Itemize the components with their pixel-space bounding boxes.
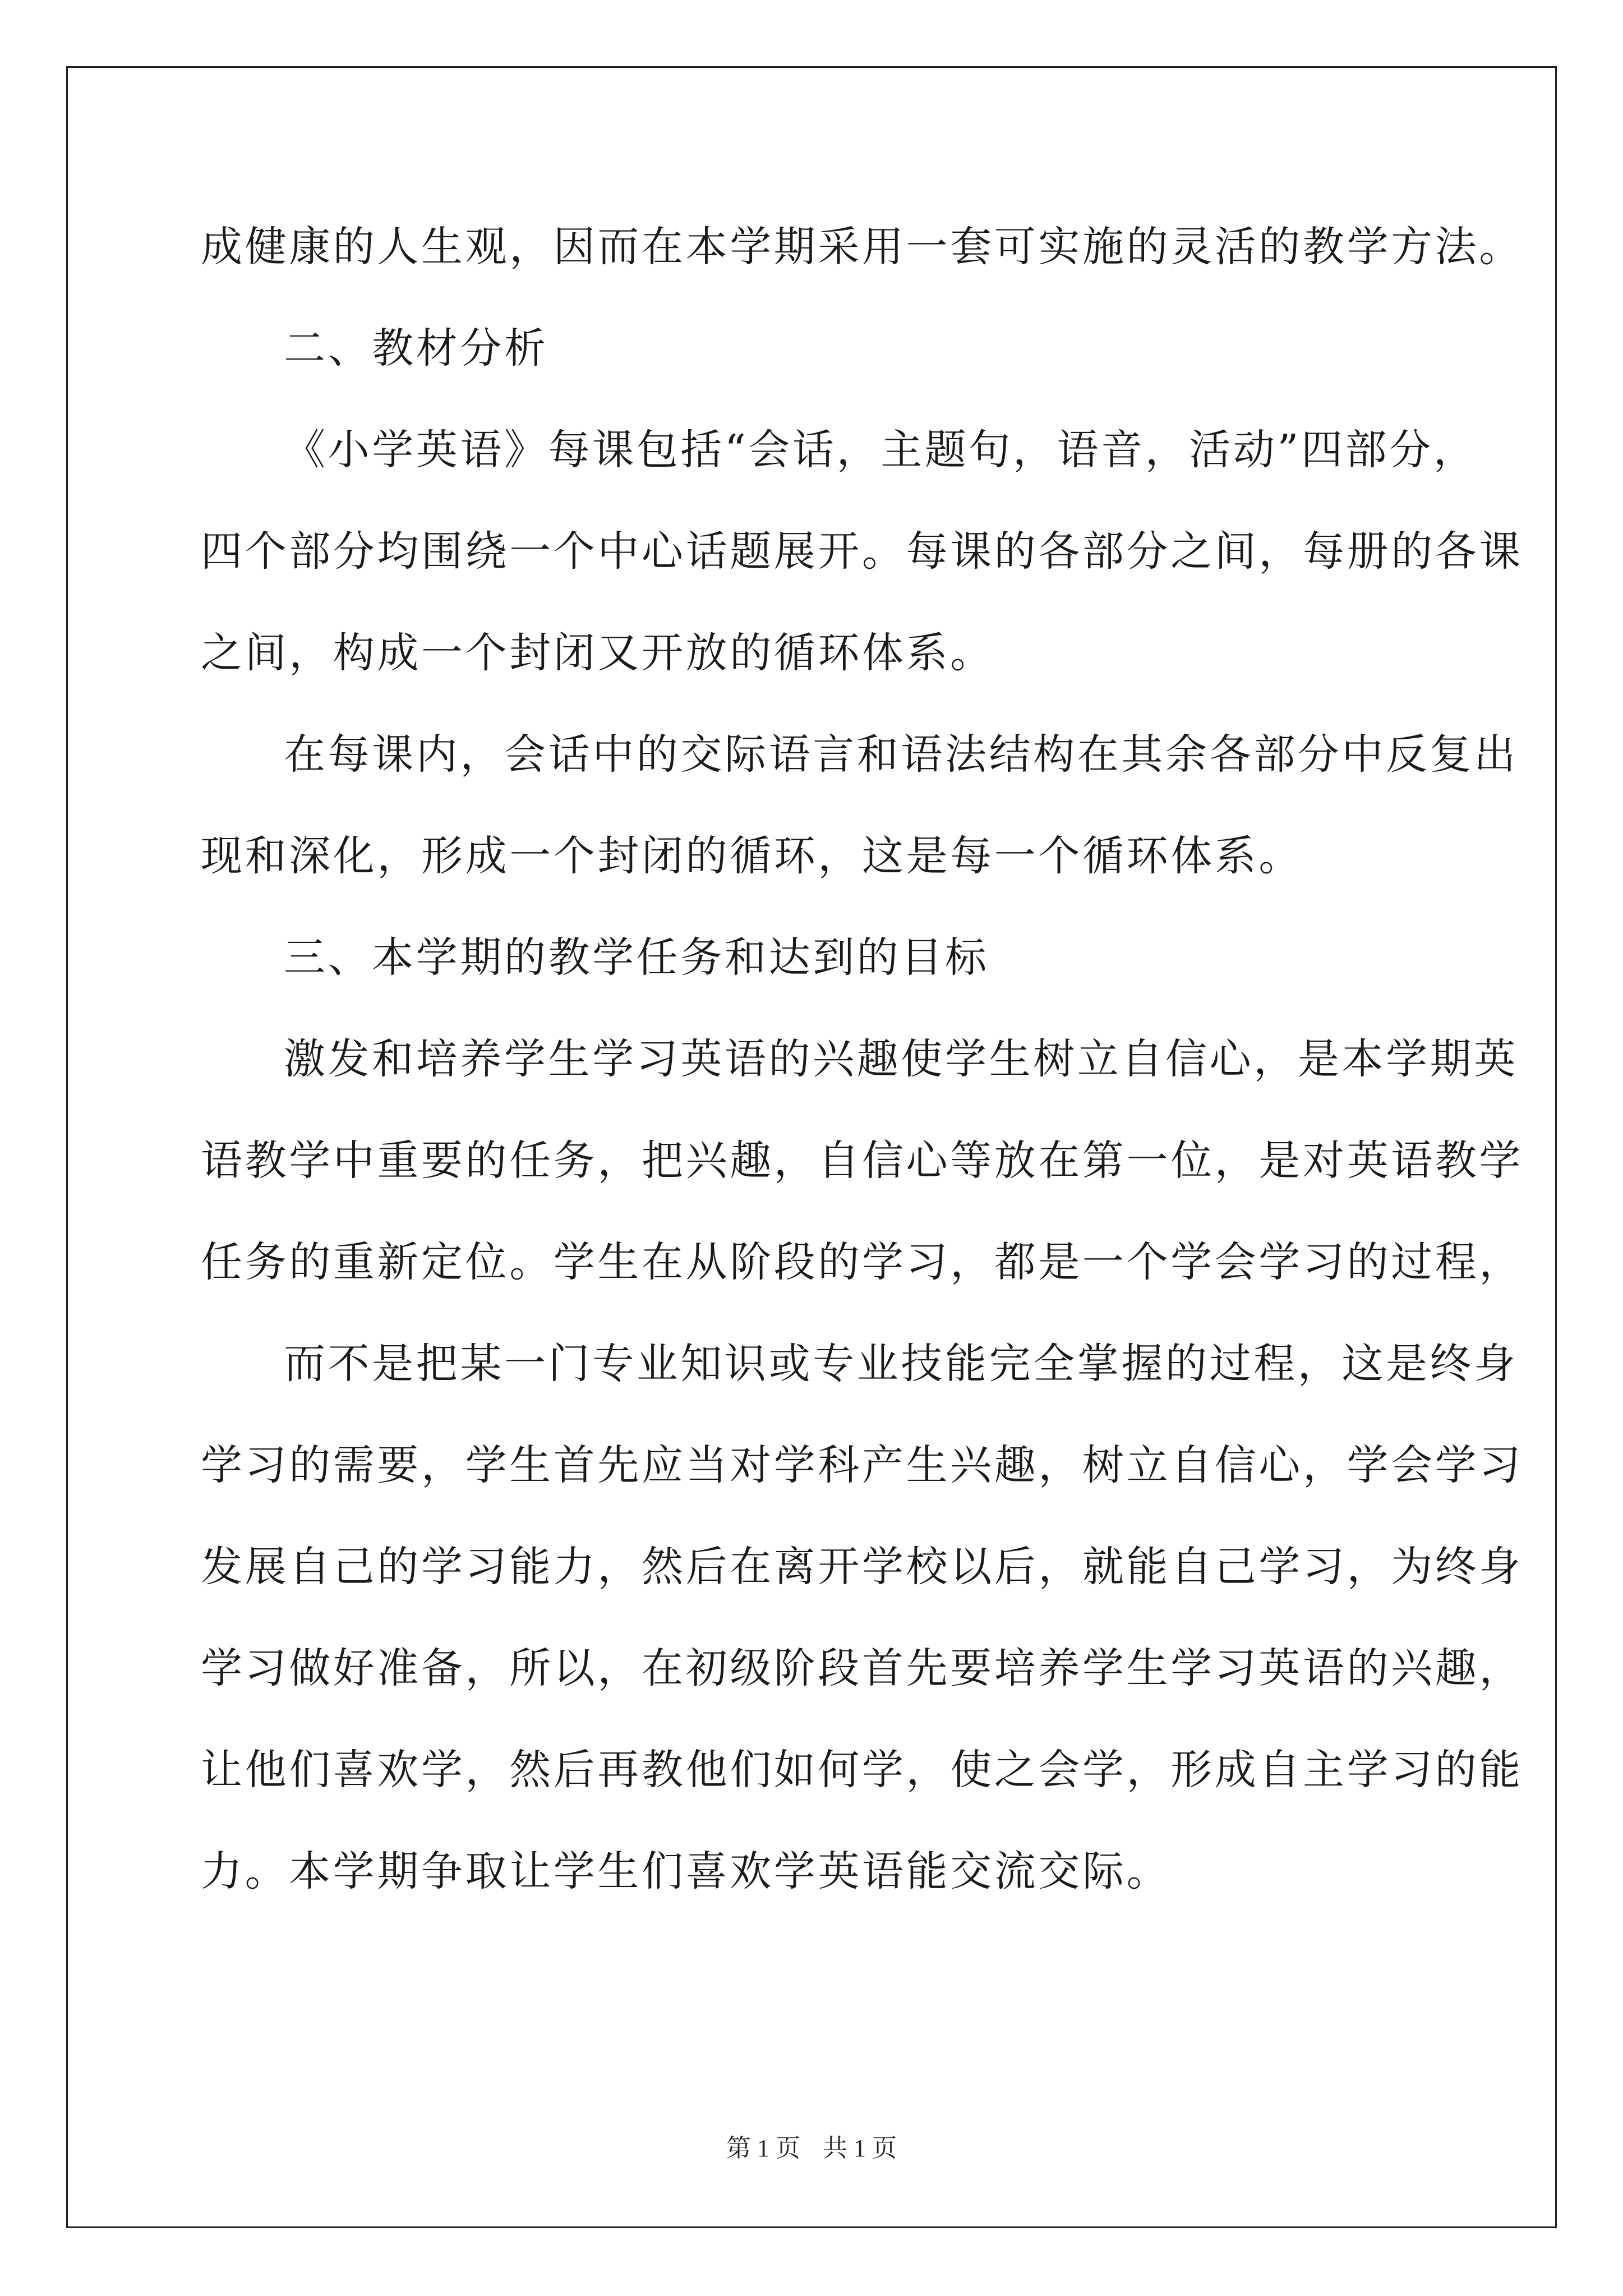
text-line: 任务的重新定位。学生在从阶段的学习，都是一个学会学习的过程， (201, 1238, 1523, 1286)
text-line: 让他们喜欢学，然后再教他们如何学，使之会学，形成自主学习的能 (201, 1746, 1523, 1794)
text-line: 学习的需要，学生首先应当对学科产生兴趣，树立自信心，学会学习 (201, 1441, 1523, 1489)
page-footer (0, 2132, 1623, 2165)
text-line: 激发和培养学生学习英语的兴趣使学生树立自信心，是本学期英 (284, 1035, 1518, 1083)
page-number: 第 1 页 (726, 2134, 800, 2162)
section-heading: 二、教材分析 (284, 324, 548, 372)
text-line: 而不是把某一门专业知识或专业技能完全掌握的过程，这是终身 (284, 1340, 1518, 1388)
text-line: 力。本学期争取让学生们喜欢学英语能交流交际。 (201, 1847, 1171, 1895)
text-line: 四个部分均围绕一个中心话题展开。每课的各部分之间，每册的各课 (201, 527, 1523, 576)
text-line: 在每课内，会话中的交际语言和语法结构在其余各部分中反复出 (284, 730, 1518, 779)
text-line: 之间，构成一个封闭又开放的循环体系。 (201, 629, 994, 677)
text-line: 学习做好准备，所以，在初级阶段首先要培养学生学习英语的兴趣， (201, 1644, 1523, 1692)
text-line: 语教学中重要的任务，把兴趣，自信心等放在第一位，是对英语教学 (201, 1137, 1523, 1185)
document-body (201, 196, 1523, 1922)
text-line: 发展自己的学习能力，然后在离开学校以后，就能自己学习，为终身 (201, 1543, 1523, 1591)
page-total: 共 1 页 (823, 2134, 897, 2162)
text-line: 《小学英语》每课包括“会话，主题句，语音，活动”四部分， (284, 426, 1478, 474)
section-heading: 三、本学期的教学任务和达到的目标 (284, 933, 989, 982)
text-line: 成健康的人生观，因而在本学期采用一套可实施的灵活的教学方法。 (201, 223, 1523, 271)
text-line: 现和深化，形成一个封闭的循环，这是每一个循环体系。 (201, 832, 1303, 880)
